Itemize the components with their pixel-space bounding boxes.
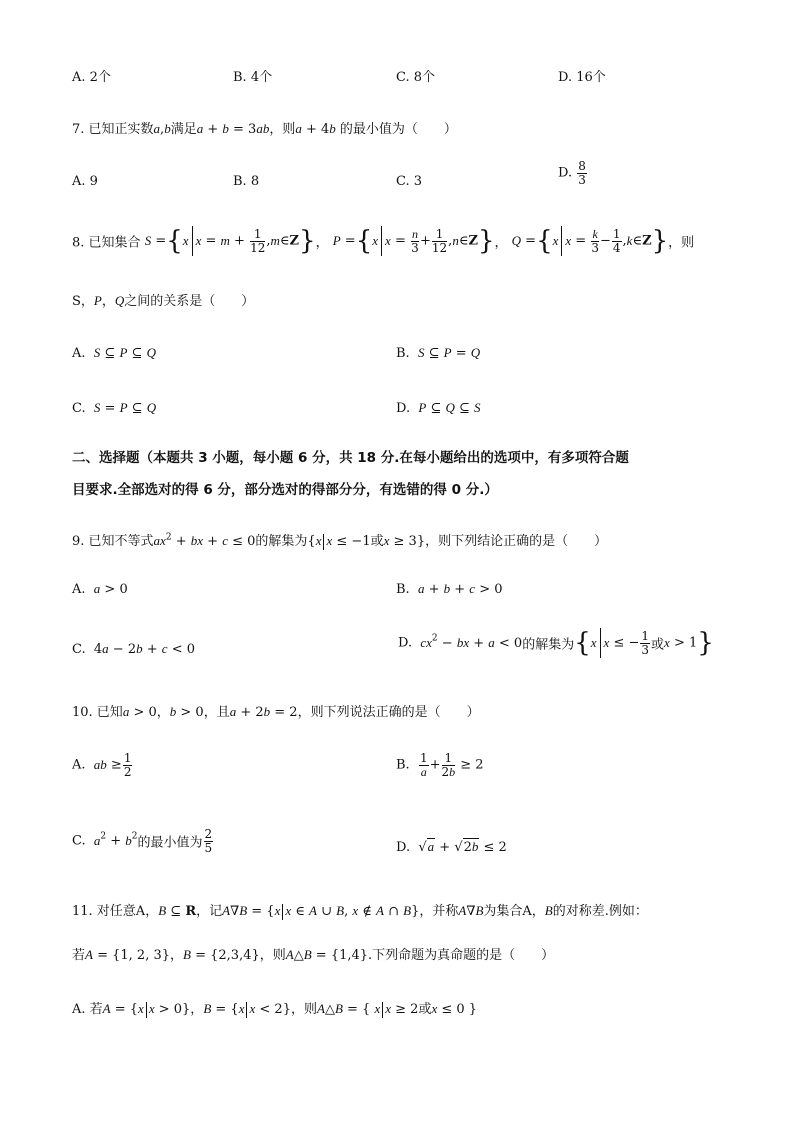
q8-option-b: B. S ⊆ P = Q xyxy=(396,345,481,361)
q8-option-c: C. S = P ⊆ Q xyxy=(72,400,157,416)
q6-option-c: C. 8个 xyxy=(396,70,436,85)
q8-option-d: D. P ⊆ Q ⊆ S xyxy=(396,400,481,416)
section2-heading-line2: 目要求.全部选对的得 6 分，部分选对的得部分分，有选错的得 0 分.） xyxy=(72,482,498,498)
q6-option-a: A. 2个 xyxy=(72,70,111,85)
q10-option-c: C. $a^2 + b^2$的最小值为 $\frac{2}{5}$ xyxy=(72,827,213,855)
q8-stem: 8. 已知集合 S ={x x = m + $\frac{1}{12}$ ,m∈Z}， P ={x x = $\frac{n}{3}$ + $\frac{1}{12}$ ,n∈Z}， Q ={x x = $\frac{k}{3}$ − $\frac{1}{4}$ ,k∈Z}，则 xyxy=(72,226,695,256)
section2-heading-line1: 二、选择题（本题共 3 小题，每小题 6 分，共 18 分.在每小题给出的选项中，有多项符合题 xyxy=(72,450,629,466)
q6-option-b: B. 4个 xyxy=(233,70,273,85)
q8-option-a: A. S ⊆ P ⊆ Q xyxy=(72,345,156,361)
q10-option-a: A. ab ≥ $\frac{1}{2}$ xyxy=(72,751,132,779)
q11-stem: 11. 对任意A，B ⊆ R，记A∇B = {x x ∈ A ∪ B, x ∉ A ∩ B}，并称A∇B为集合A，B的对称差.例如： xyxy=(72,903,648,919)
q7-option-a: A. 9 xyxy=(72,174,98,189)
q7-option-b: B. 8 xyxy=(233,174,260,189)
q10-option-d: D. √a + √2b ≤ 2 xyxy=(396,839,507,855)
q9-option-d: D. $cx^2$ − bx + a < 0的解集为{x x ≤ − $\frac{1}{3}$ 或x > 1} xyxy=(398,628,714,658)
q10-stem: 10. 已知a > 0，b > 0，且a + 2b = 2，则下列说法正确的是（ ） xyxy=(72,704,480,720)
q9-stem: 9. 已知不等式$ax^2$ + bx + c ≤ 0的解集为{x x ≤ −1或x ≥ 3}，则下列结论正确的是（ ） xyxy=(72,532,608,549)
q11-stem-line2: 若A = {1, 2, 3}，B = {2,3,4}，则A△B = {1,4}.下列命题为真命题的是（ ） xyxy=(72,947,555,963)
q7-stem: 7. 已知正实数a,b满足a + b = 3ab，则a + 4b 的最小值为（ ） xyxy=(72,121,457,137)
q9-option-b: B. a + b + c > 0 xyxy=(396,581,503,597)
q7-option-d: D. $\frac{8}{3}$ xyxy=(558,159,586,187)
q8-stem-line2: S，P，Q之间的关系是（ ） xyxy=(72,293,255,309)
q10-option-b: B. $\frac{1}{a}$ + $\frac{1}{2b}$ ≥ 2 xyxy=(396,751,484,779)
q7-option-c: C. 3 xyxy=(396,174,423,189)
q7-d-fraction: $\frac{8}{3}$ xyxy=(578,159,586,187)
q11-option-a: A. 若A = {x x > 0}，B = {x x < 2}，则A△B = { x x ≥ 2或x ≤ 0 } xyxy=(72,1001,478,1017)
q9-option-c: C. 4a − 2b + c < 0 xyxy=(72,641,195,657)
q6-option-d: D. 16个 xyxy=(558,70,606,85)
q9-option-a: A. a > 0 xyxy=(72,581,128,597)
